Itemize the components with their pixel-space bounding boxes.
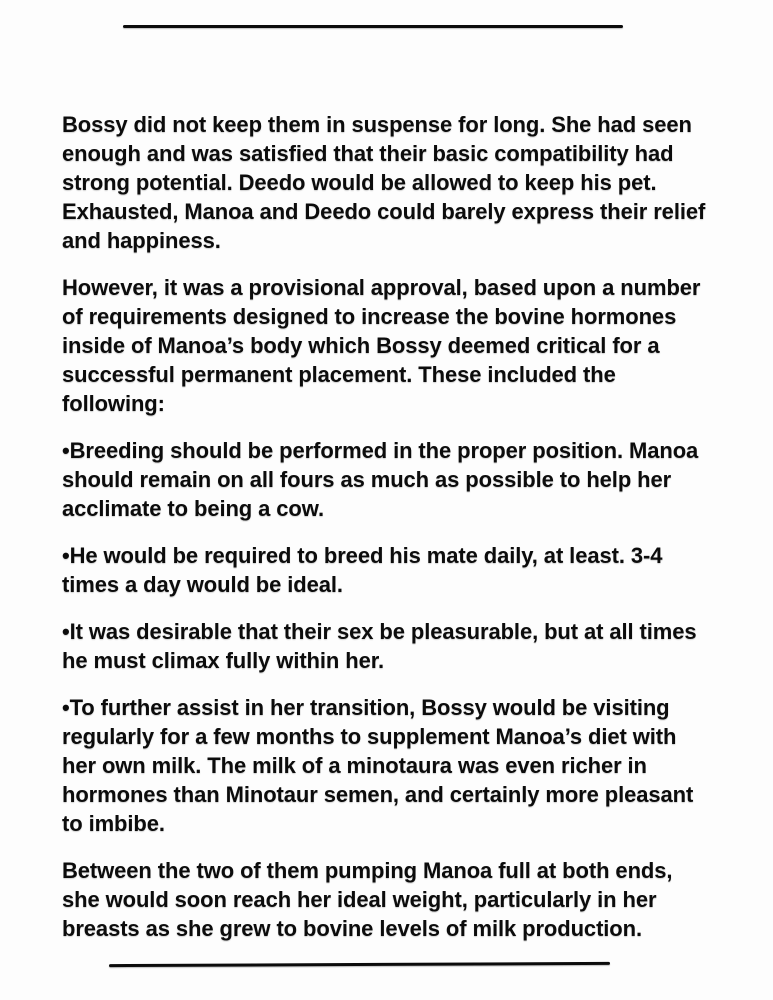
paragraph: Bossy did not keep them in suspense for long. She had seen enough and was satisfied that their basic compatibility had strong potential. Deedo would be allowed to keep his pet. Exhausted, Manoa and Deedo could barely express their relief and happiness. [62,112,706,253]
bullet-item: •He would be required to breed his mate daily, at least. 3-4 times a day would be ideal. [62,543,663,597]
bullet-item: •Breeding should be performed in the proper position. Manoa should remain on all fours as much as possible to help her acclimate to being a cow. [62,438,699,521]
bullet-item: •To further assist in her transition, Bossy would be visiting regularly for a few months to supplement Manoa’s diet with her own milk. The milk of a minotaura was even richer in hormones than Minotaur semen, and certainly more pleasant to imbibe. [62,695,694,836]
scene-divider-bottom [109,962,610,967]
scene-divider-top [123,25,623,28]
bullet-item: •It was desirable that their sex be pleasurable, but at all times he must climax fully within her. [62,619,697,673]
page-text [62,110,712,961]
paragraph: However, it was a provisional approval, based upon a number of requirements designed to increase the bovine hormones inside of Manoa’s body which Bossy deemed critical for a successful permanent placement. These included the following: [62,275,701,416]
paragraph: Between the two of them pumping Manoa full at both ends, she would soon reach her ideal weight, particularly in her breasts as she grew to bovine levels of milk production. [62,858,673,941]
